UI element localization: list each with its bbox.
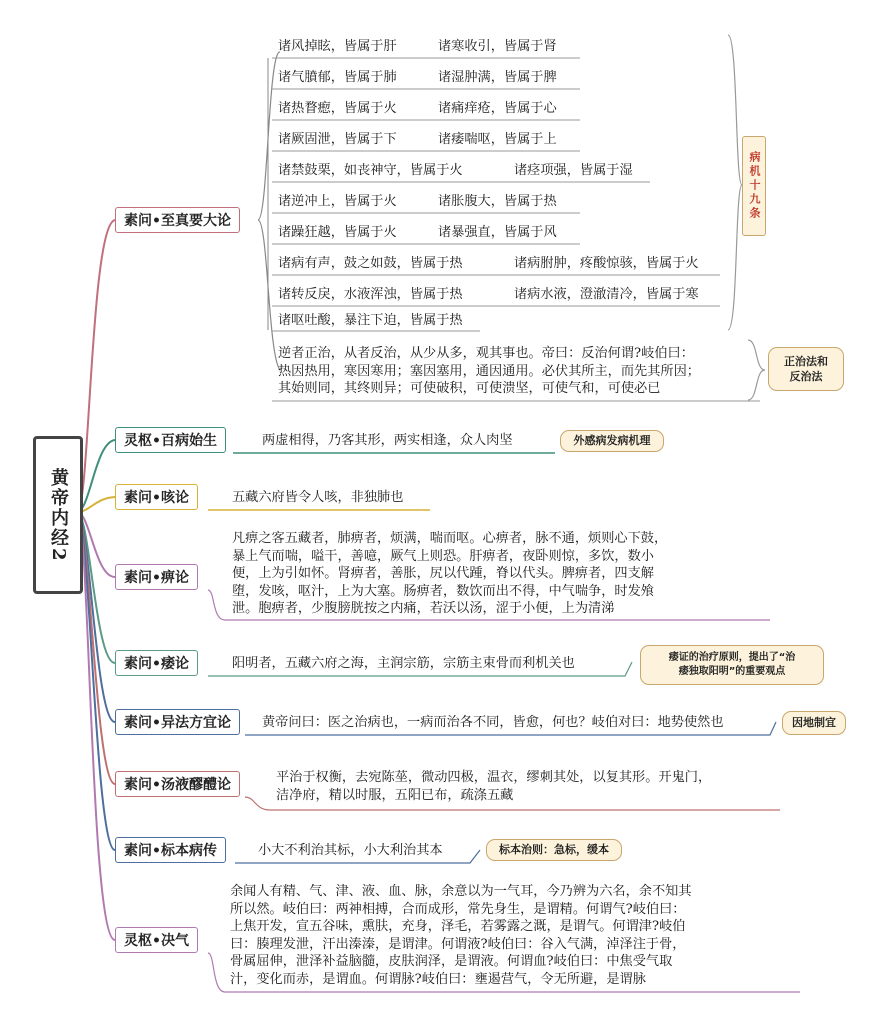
text-line: 泄。胞痹者，少腹膀胱按之内痛，若沃以汤，涩于小便，上为清涕 (232, 601, 615, 616)
branch-biaoben: 素问•标本病传 (115, 837, 226, 863)
bilun-text (232, 530, 667, 618)
text-line: 便，上为引如怀。肾痹者，善胀，尻以代踵，脊以代头。脾痹者，四支解 (232, 566, 654, 581)
zhizhen-row-right: 诸痿喘呕，皆属于上 (438, 132, 557, 147)
text-line: 曰：腠理发泄，汗出溱溱，是谓津。何谓液?岐伯曰：谷入气满，淖泽注于骨， (230, 936, 686, 952)
weilun-note (640, 645, 824, 685)
branch-bilun: 素问•痹论 (115, 564, 198, 590)
note-line: 痿独取阳明”的重要观点 (678, 666, 786, 677)
zhizhen-row-right: 诸痉项强，皆属于湿 (514, 163, 633, 178)
zhizhen-row-right: 诸胀腹大，皆属于热 (438, 194, 557, 209)
baibing-text: 两虚相得，乃客其形，两实相逢，众人肉坚 (262, 433, 513, 448)
branch-weilun: 素问•痿论 (115, 650, 198, 676)
branch-zhizhen: 素问•至真要大论 (115, 207, 240, 233)
zhizhen-row-left: 诸病有声，鼓之如鼓，皆属于热 (278, 256, 463, 271)
zhizhen-row-right: 诸病胕肿，疼酸惊骇，皆属于火 (514, 256, 699, 271)
text-line: 其始则同，其终则异；可使破积，可使溃坚，可使气和，可使必已 (278, 381, 661, 396)
zhizhen-row-right: 诸暴强直，皆属于风 (438, 225, 557, 240)
zhizhen-row-right: 诸病水液，澄澈清冷，皆属于寒 (514, 287, 699, 302)
branch-jueqi: 灵枢•决气 (115, 927, 198, 953)
text-line: 上焦开发，宣五谷味，熏肤，充身，泽毛，若雾露之溉，是谓气。何谓津?岐伯 (230, 919, 686, 934)
note-line: 正治法和 (784, 355, 828, 368)
zhengzhi-note (768, 347, 844, 391)
zhizhen-row-left: 诸风掉眩，皆属于肝 (278, 39, 397, 54)
zhizhen-row-left: 诸逆冲上，皆属于火 (278, 194, 397, 209)
bingji-note: 病机十九条 (742, 136, 766, 236)
weilun-text: 阳明者，五藏六府之海，主润宗筋，宗筋主束骨而利机关也 (232, 656, 575, 671)
zhizhen-row-right: 诸痛痒疮，皆属于心 (438, 101, 557, 116)
branch-yifa: 素问•异法方宜论 (115, 709, 240, 735)
zhizhen-row-right: 诸湿肿满，皆属于脾 (438, 70, 557, 85)
zhizhen-row-left: 诸厥固泄，皆属于下 (278, 132, 397, 147)
zhizhen-row-left: 诸转反戾，水液浑浊，皆属于热 (278, 287, 463, 302)
zhizhen-row-right: 诸寒收引，皆属于肾 (438, 39, 557, 54)
zhizhen-row-left: 诸呕吐酸，暴注下迫，皆属于热 (278, 313, 463, 328)
biaoben-note: 标本治则：急标，缓本 (486, 839, 622, 861)
branch-baibing: 灵枢•百病始生 (115, 427, 226, 453)
zhizhen-row-left: 诸热瞀瘛，皆属于火 (278, 101, 397, 116)
text-line: 骨属屈伸，泄泽补益脑髓，皮肤润泽，是谓液。何谓血?岐伯曰：中焦受气取 (230, 954, 673, 969)
branch-tangye: 素问•汤液醪醴论 (115, 771, 240, 797)
note-line: 痿证的治疗原则，提出了“治 (668, 652, 796, 663)
biaoben-text: 小大不利治其标，小大利治其本 (258, 843, 443, 858)
zhizhen-row-left: 诸躁狂越，皆属于火 (278, 225, 397, 240)
note-line: 反治法 (789, 370, 823, 383)
text-line: 逆者正治，从者反治，从少从多，观其事也。帝曰：反治何谓?岐伯曰： (278, 346, 694, 361)
yifa-note: 因地制宜 (782, 711, 846, 735)
tangye-text (276, 769, 711, 804)
yifa-text: 黄帝问曰：医之治病也，一病而治各不同，皆愈，何也？岐伯对曰：地势使然也 (262, 715, 724, 730)
text-line: 堕，发咳，呕汁，上为大塞。肠痹者，数饮而出不得，中气喘争，时发飧 (232, 583, 654, 599)
zhengzhi-text (278, 345, 700, 398)
text-line: 汁，变化而赤，是谓血。何谓脉?岐伯曰：壅遏营气，令无所避，是谓脉 (230, 971, 646, 987)
text-line: 所以然。岐伯曰：两神相搏，合而成形，常先身生，是谓精。何谓气?岐伯曰： (230, 901, 686, 917)
kelun-text: 五藏六府皆令人咳，非独肺也 (232, 490, 404, 505)
text-line: 平治于权衡，去宛陈莝，微动四极，温衣，缪刺其处，以复其形。开鬼门， (276, 770, 712, 785)
jueqi-text (230, 883, 692, 988)
text-line: 热因热用，寒因寒用；塞因塞用，通因通用。必伏其所主，而先其所因； (278, 363, 700, 379)
text-line: 凡痹之客五藏者，肺痹者，烦满，喘而呕。心痹者，脉不通，烦则心下鼓， (232, 531, 668, 546)
baibing-note: 外感病发病机理 (560, 430, 664, 452)
zhizhen-row-left: 诸禁鼓栗，如丧神守，皆属于火 (278, 163, 463, 178)
root-title: 黄帝内经2 (33, 436, 83, 594)
branch-kelun: 素问•咳论 (115, 484, 198, 510)
text-line: 暴上气而喘，嗌干，善噫，厥气上则恐。肝痹者，夜卧则惊，多饮，数小 (232, 548, 654, 564)
text-line: 洁净府，精以时服，五阳已布，疏涤五藏 (276, 787, 514, 803)
zhizhen-row-left: 诸气膹郁，皆属于肺 (278, 70, 397, 85)
text-line: 余闻人有精、气、津、液、血、脉，余意以为一气耳，今乃辨为六名，余不知其 (230, 884, 692, 899)
